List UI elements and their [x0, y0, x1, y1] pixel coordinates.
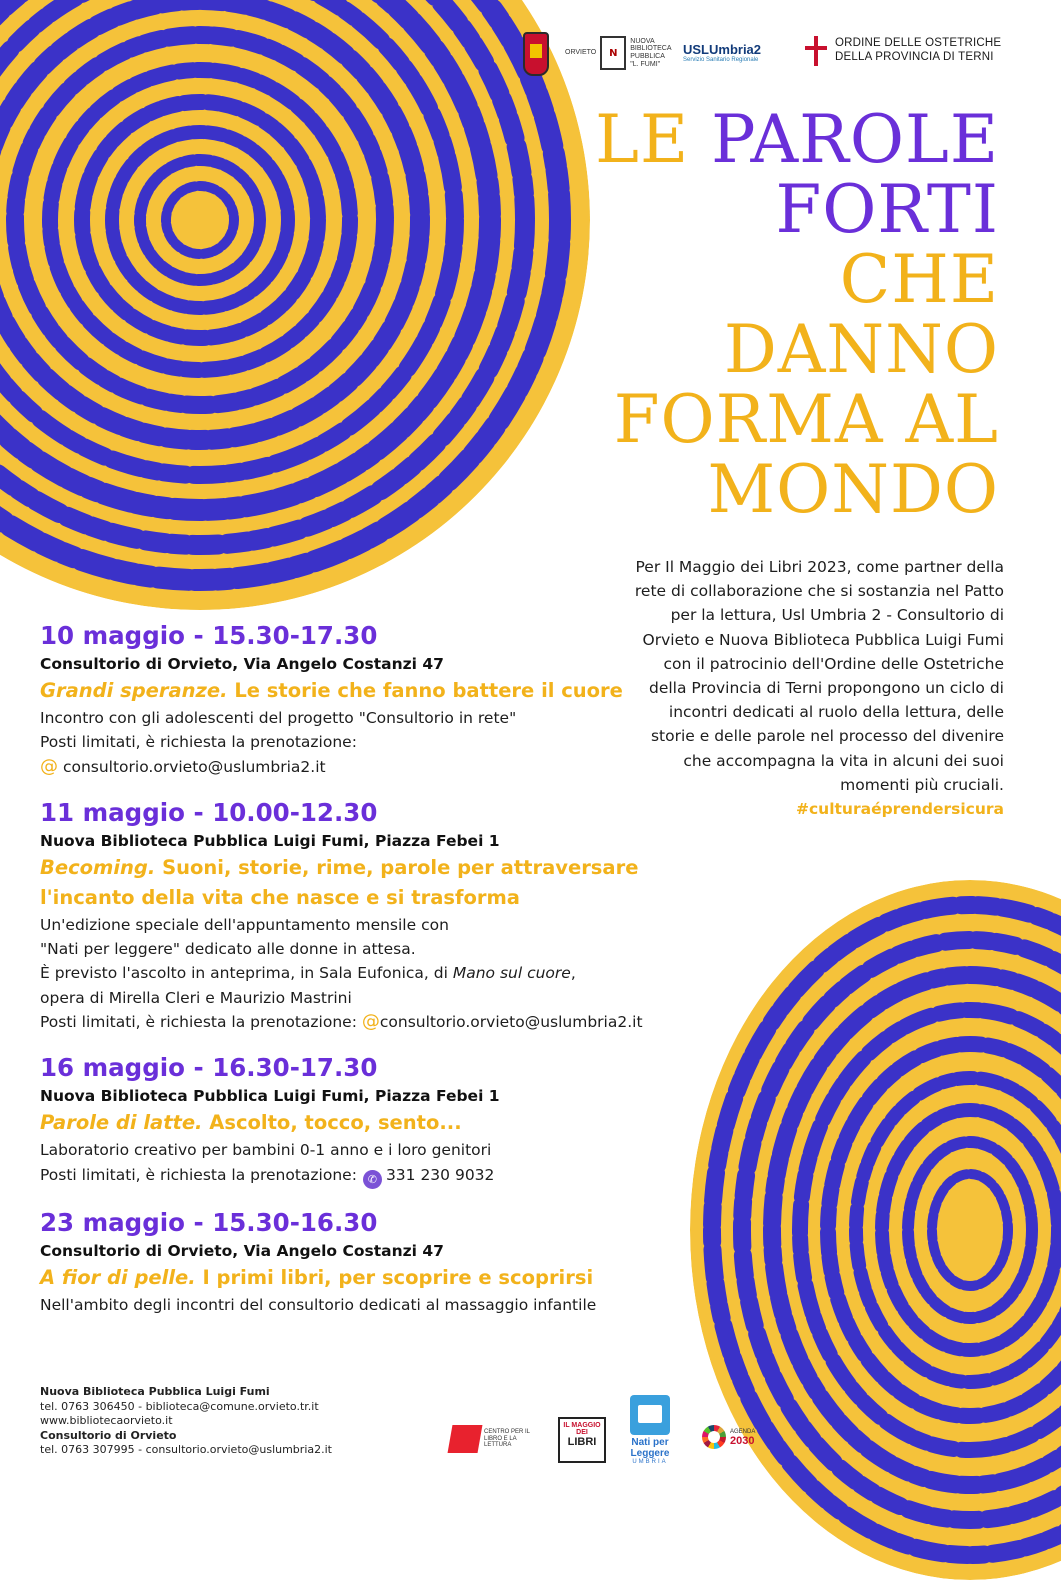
event-item	[40, 620, 720, 779]
event-desc-line: Posti limitati, è richiesta la prenotazione:	[40, 733, 357, 752]
orvieto-crest-logo	[523, 32, 549, 76]
event-title	[40, 853, 720, 883]
title-line-forti: FORTI	[775, 171, 999, 248]
event-place: Nuova Biblioteca Pubblica Luigi Fumi, Piazza Febei 1	[40, 1087, 500, 1106]
event-contact	[40, 755, 720, 779]
decorative-spiral-disc-bottom	[690, 880, 1061, 1580]
event-date: 10 maggio - 15.30-17.30	[40, 621, 378, 650]
ostetriche-line2: DELLA PROVINCIA DI TERNI	[835, 51, 994, 63]
agenda-2030-logo	[702, 1425, 755, 1449]
footer-org1-contacts: tel. 0763 306450 - biblioteca@comune.orvieto.tr.it	[40, 1399, 319, 1413]
crest-icon	[523, 32, 549, 76]
usl-label: USLUmbria2	[683, 42, 762, 57]
event-item	[40, 797, 720, 1034]
event-desc-line: Incontro con gli adolescenti del progetto "Consultorio in rete"	[40, 709, 517, 727]
maggio-dei-libri-logo	[558, 1417, 606, 1463]
event-desc-line: Nell'ambito degli incontri del consultorio dedicati al massaggio infantile	[40, 1295, 597, 1314]
cepell-label: CENTRO PER IL LIBRO E LA LETTURA	[484, 1429, 530, 1449]
event-item	[40, 1052, 720, 1188]
event-title-italic: Parole di latte.	[40, 1111, 203, 1135]
whatsapp-icon: ✆	[363, 1170, 382, 1189]
event-desc-line: Un'edizione speciale dell'appuntamento mensile con	[40, 915, 449, 934]
agenda-label: AGENDA	[730, 1429, 756, 1435]
event-contact	[40, 1163, 720, 1189]
orvieto-label: ORVIETO	[565, 49, 597, 57]
biblioteca-label: NUOVA BIBLIOTECA PUBBLICA "L. FUMI"	[630, 37, 672, 68]
event-title-rest: Suoni, storie, rime, parole per attraversare	[155, 855, 639, 879]
npl-sub-label: UMBRIA	[632, 1459, 668, 1465]
event-title	[40, 1108, 720, 1138]
biblioteca-logo	[565, 36, 674, 70]
event-email-link[interactable]: consultorio.orvieto@uslumbria2.it	[379, 1013, 643, 1032]
event-contact	[40, 1010, 720, 1034]
spiral-art-top	[0, 0, 590, 610]
maggio-top-label: IL MAGGIO DEI	[563, 1422, 601, 1436]
event-desc-line: opera di Mirella Cleri e Maurizio Mastrini	[40, 988, 352, 1007]
event-place: Nuova Biblioteca Pubblica Luigi Fumi, Piazza Febei 1	[40, 831, 500, 850]
decorative-spiral-disc-top	[0, 0, 590, 610]
event-item	[40, 1207, 720, 1317]
event-desc-line	[40, 961, 720, 985]
event-desc-part: Posti limitati, è richiesta la prenotazione:	[40, 1165, 357, 1184]
event-place: Consultorio di Orvieto, Via Angelo Costanzi 47	[40, 655, 444, 673]
event-place: Consultorio di Orvieto, Via Angelo Costanzi 47	[40, 1241, 444, 1260]
footer-org1-web[interactable]: www.bibliotecaorvieto.it	[40, 1414, 173, 1427]
footer-org1: Nuova Biblioteca Pubblica Luigi Fumi	[40, 1385, 270, 1398]
maggio-main-label: LIBRI	[567, 1436, 597, 1448]
ostetriche-logo	[805, 36, 1001, 66]
event-title-italic: Grandi speranze.	[40, 679, 228, 702]
event-desc-italic: Mano sul cuore	[452, 964, 571, 983]
event-date: 11 maggio - 10.00-12.30	[40, 797, 378, 827]
usl-sub-label: Servizio Sanitario Regionale	[683, 57, 759, 63]
event-desc-part: Posti limitati, è richiesta la prenotazione:	[40, 1013, 357, 1032]
event-title-line2: l'incanto della vita che nasce e si trasforma	[40, 885, 520, 909]
title-line-forma-al: FORMA AL	[613, 381, 999, 458]
at-icon: @	[40, 755, 58, 777]
usl-umbria2-logo	[683, 30, 761, 63]
events-list	[40, 620, 720, 1335]
event-email-link[interactable]: consultorio.orvieto@uslumbria2.it	[62, 757, 326, 776]
nb-monogram-icon: N	[600, 36, 626, 70]
event-desc-part: È previsto l'ascolto in anteprima, in Sala Eufonica, di	[40, 964, 453, 983]
at-icon: @	[361, 1011, 380, 1033]
event-title	[40, 676, 720, 706]
event-title-rest: Le storie che fanno battere il cuore	[227, 679, 623, 702]
book-icon	[630, 1395, 670, 1435]
footer-contacts	[40, 1385, 460, 1458]
agenda-year: 2030	[730, 1435, 755, 1447]
footer-org2: Consultorio di Orvieto	[40, 1428, 177, 1442]
event-desc-part: ,	[570, 964, 576, 983]
ostetriche-line1: ORDINE DELLE OSTETRICHE	[835, 37, 1002, 50]
event-desc-line: Laboratorio creativo per bambini 0-1 anno e i loro genitori	[40, 1141, 492, 1160]
title-line-mondo: MONDO	[707, 451, 999, 528]
title-word-le: LE	[595, 101, 690, 178]
title-word-parole: PAROLE	[711, 101, 999, 178]
npl-main-label: Nati per Leggere	[630, 1437, 670, 1459]
partner-logos-top	[515, 26, 1035, 86]
cepell-logo	[450, 1425, 542, 1453]
event-desc-line: "Nati per leggere" dedicato alle donne in attesa.	[40, 940, 416, 959]
title-line-danno: DANNO	[723, 311, 999, 388]
hashtag: #culturaéprendersicura	[796, 800, 1004, 819]
partner-logos-bottom	[450, 1395, 780, 1475]
event-title-italic: A fior di pelle.	[40, 1265, 196, 1289]
event-title-italic: Becoming.	[40, 855, 156, 879]
event-title-rest: I primi libri, per scoprire e scoprirsi	[195, 1265, 594, 1289]
nati-per-leggere-logo	[628, 1395, 672, 1465]
footer-org2-contacts: tel. 0763 307995 - consultorio.orvieto@uslumbria2.it	[40, 1443, 332, 1456]
cepell-shape-icon	[448, 1425, 483, 1453]
poster-title	[595, 101, 999, 528]
intro-text: Per Il Maggio dei Libri 2023, come partner della rete di collaborazione che si sostanzia nel Patto per la lettura, Usl Umbria 2 - Consultorio di Orvieto e Nuova Biblioteca Pubblica Luigi Fumi con il patrocinio dell'Ordine delle Ostetriche della Provincia di Terni propongono un ciclo di incontri dedicati al ruolo della lettura, delle storie e delle parole nel processo del divenire che accompagna la vita in alcuni dei suoi momenti più cruciali.	[634, 558, 1004, 794]
sdg-wheel-icon	[702, 1425, 726, 1449]
event-title	[40, 1263, 720, 1293]
event-date: 16 maggio - 16.30-17.30	[40, 1053, 378, 1083]
event-phone-link[interactable]: 331 230 9032	[385, 1165, 495, 1184]
event-date: 23 maggio - 15.30-16.30	[40, 1207, 378, 1237]
event-title-rest: Ascolto, tocco, sento...	[202, 1111, 462, 1135]
ostetriche-cross-icon	[805, 36, 827, 66]
title-line-che: CHE	[839, 241, 999, 318]
spiral-art-bottom	[690, 880, 1061, 1580]
